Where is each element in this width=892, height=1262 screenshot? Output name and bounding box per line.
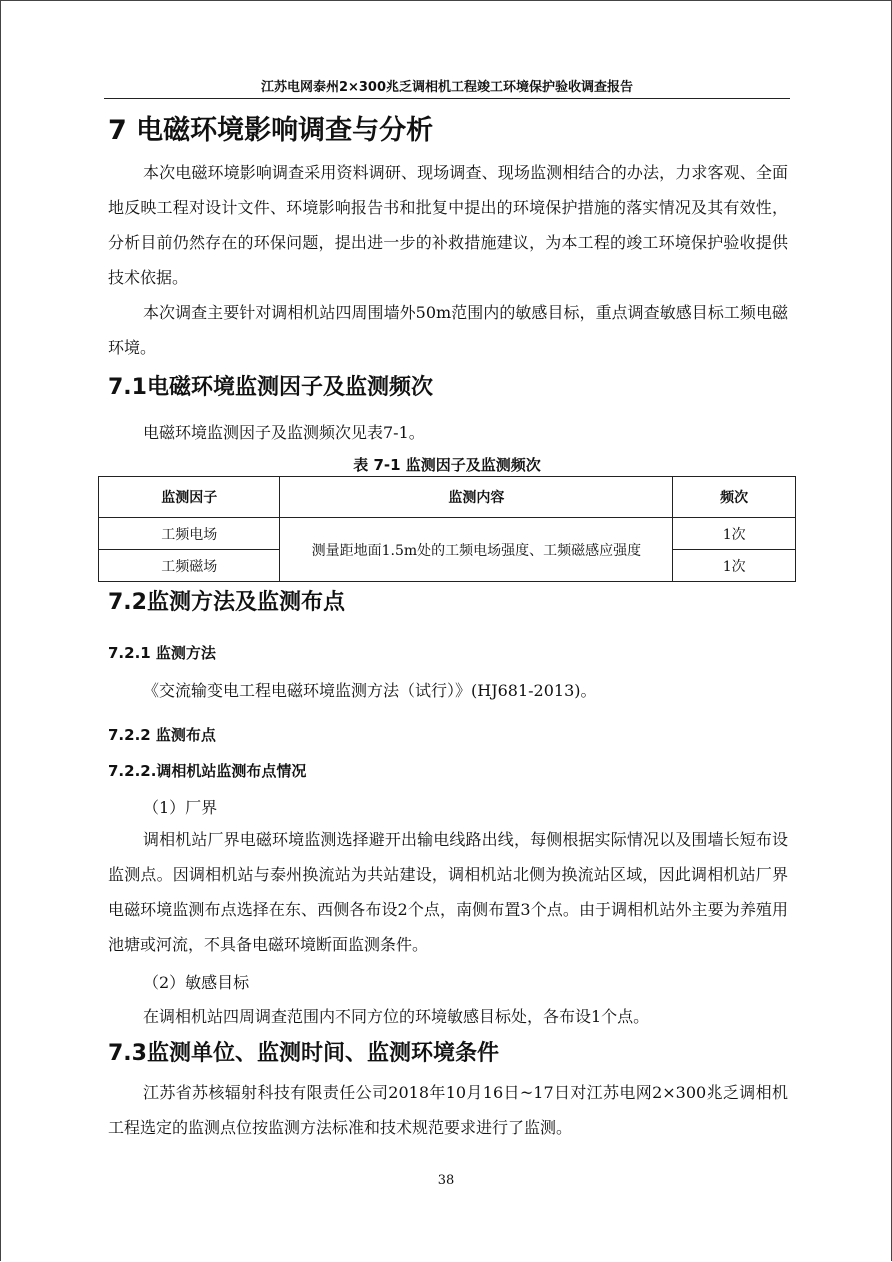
- item-1-paragraph: 调相机站厂界电磁环境监测选择避开出输电线路出线，每侧根据实际情况以及围墙长短布设监测点。因调相机站与泰州换流站为共站建设，调相机站北侧为换流站区域，因此调相机站厂界电磁环境监测布点选择在东、西侧各布设2个点，南侧布置3个点。由于调相机站外主要为养殖用池塘或河流，不具备电磁环境断面监测条件。: [108, 830, 788, 954]
- header-rule: [104, 98, 790, 99]
- section-7-1-heading: 7.1电磁环境监测因子及监测频次: [108, 375, 433, 400]
- running-header: 江苏电网泰州2×300兆乏调相机工程竣工环境保护验收调查报告: [260, 80, 634, 95]
- monitoring-table: [98, 476, 796, 582]
- item-2-text: 在调相机站四周调查范围内不同方位的环境敏感目标处，各布设1个点。: [143, 1007, 650, 1026]
- item-2-label: （2）敏感目标: [143, 973, 250, 992]
- item-1-label: （1）厂界: [143, 798, 218, 817]
- chapter-heading: 7 电磁环境影响调查与分析: [108, 115, 434, 146]
- section-7-3-paragraph: 江苏省苏核辐射科技有限责任公司2018年10月16日~17日对江苏电网2×300兆乏调相机工程选定的监测点位按监测方法标准和技术规范要求进行了监测。: [108, 1083, 788, 1137]
- column-header-factor: 监测因子: [99, 477, 280, 518]
- subsection-7-2-2-detail-heading: 7.2.2.调相机站监测布点情况: [108, 762, 307, 780]
- table-cell-content: 测量距地面1.5m处的工频电场强度、工频磁感应强度: [280, 518, 673, 582]
- table-header-row: [99, 477, 796, 518]
- table-cell-factor: 工频电场: [99, 518, 280, 550]
- section-7-3-heading: 7.3监测单位、监测时间、监测环境条件: [108, 1041, 499, 1066]
- column-header-frequency: 频次: [673, 477, 796, 518]
- subsection-7-2-2-heading: 7.2.2 监测布点: [108, 726, 216, 744]
- table-caption: 表 7-1 监测因子及监测频次: [353, 456, 541, 474]
- table-row: [99, 518, 796, 550]
- intro-paragraph-2: 本次调查主要针对调相机站四周围墙外50m范围内的敏感目标，重点调查敏感目标工频电磁环境。: [108, 303, 788, 357]
- subsection-7-2-1-text: 《交流输变电工程电磁环境监测方法（试行）》(HJ681-2013)。: [143, 681, 597, 700]
- table-cell-frequency: 1次: [673, 550, 796, 582]
- table-cell-frequency: 1次: [673, 518, 796, 550]
- page-number: 38: [437, 1173, 455, 1188]
- subsection-7-2-1-heading: 7.2.1 监测方法: [108, 644, 216, 662]
- section-7-1-text: 电磁环境监测因子及监测频次见表7-1。: [143, 423, 425, 442]
- section-7-2-heading: 7.2监测方法及监测布点: [108, 590, 345, 615]
- intro-paragraph-1: 本次电磁环境影响调查采用资料调研、现场调查、现场监测相结合的办法，力求客观、全面地反映工程对设计文件、环境影响报告书和批复中提出的环境保护措施的落实情况及其有效性，分析目前仍然存在的环保问题，提出进一步的补救措施建议，为本工程的竣工环境保护验收提供技术依据。: [108, 163, 788, 287]
- table-cell-factor: 工频磁场: [99, 550, 280, 582]
- column-header-content: 监测内容: [280, 477, 673, 518]
